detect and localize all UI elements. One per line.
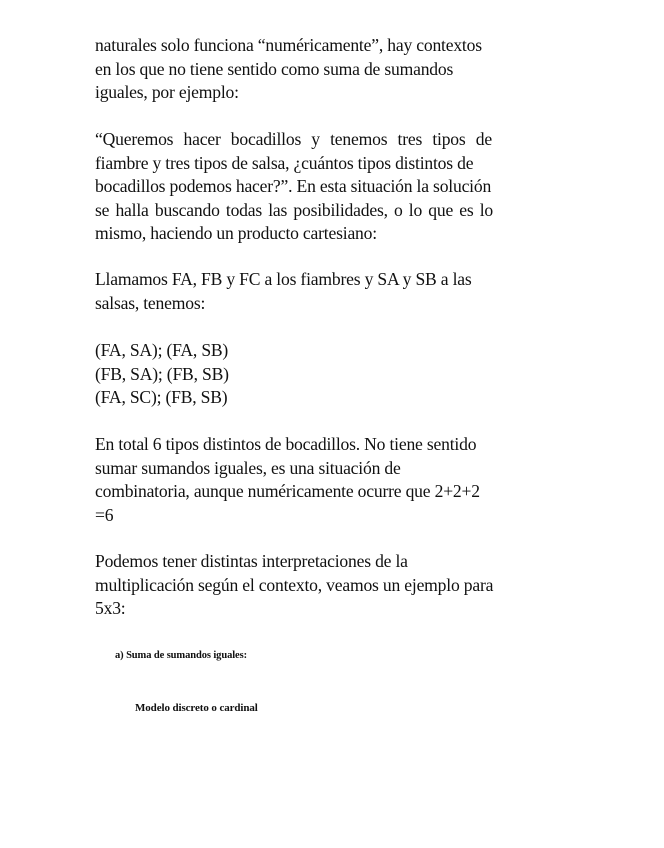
text-line: bocadillos podemos hacer?”. En esta situación la solución	[95, 176, 492, 196]
text-line: 5x3:	[95, 598, 126, 618]
text-line: Llamamos FA, FB y FC a los fiambres y SA y SB a las	[95, 269, 472, 289]
text-line: En total 6 tipos distintos de bocadillos. No tiene sentido	[95, 434, 477, 454]
paragraph-intro	[95, 34, 573, 105]
text-line: en los que no tiene sentido como suma de sumandos	[95, 58, 454, 79]
text-line: combinatoria, aunque numéricamente ocurre que 2+2+2	[95, 481, 480, 501]
paragraph-total	[95, 433, 573, 527]
text-line: mismo, haciendo un producto cartesiano:	[95, 223, 377, 243]
pairs-list	[95, 339, 573, 410]
paragraph-naming	[95, 268, 573, 315]
pair-line: (FA, SA); (FA, SB)	[95, 340, 229, 360]
text-line: salsas, tenemos:	[95, 292, 206, 313]
text-line: fiambre y tres tipos de salsa, ¿cuántos tipos distintos de	[95, 152, 474, 173]
text-line: multiplicación según el contexto, veamos un ejemplo para	[95, 574, 494, 595]
text-line: sumar sumandos iguales, es una situación de	[95, 457, 401, 478]
text-line: naturales solo funciona “numéricamente”, hay contextos	[95, 35, 482, 55]
text-line: Podemos tener distintas interpretaciones de la	[95, 551, 408, 571]
text-line: se halla buscando todas las posibilidades, o lo que es lo	[95, 199, 494, 220]
pair-line: (FA, SC); (FB, SB)	[95, 387, 228, 407]
subheading-sum-of-equal-addends: a) Suma de sumandos iguales:	[115, 650, 247, 661]
paragraph-interpretations	[95, 550, 573, 621]
text-line: =6	[95, 504, 114, 525]
model-label: Modelo discreto o cardinal	[135, 702, 258, 714]
paragraph-example-question	[95, 128, 573, 246]
text-line: iguales, por ejemplo:	[95, 82, 239, 102]
pair-line: (FB, SA); (FB, SB)	[95, 363, 229, 384]
text-line: “Queremos hacer bocadillos y tenemos tres tipos de	[95, 129, 492, 149]
